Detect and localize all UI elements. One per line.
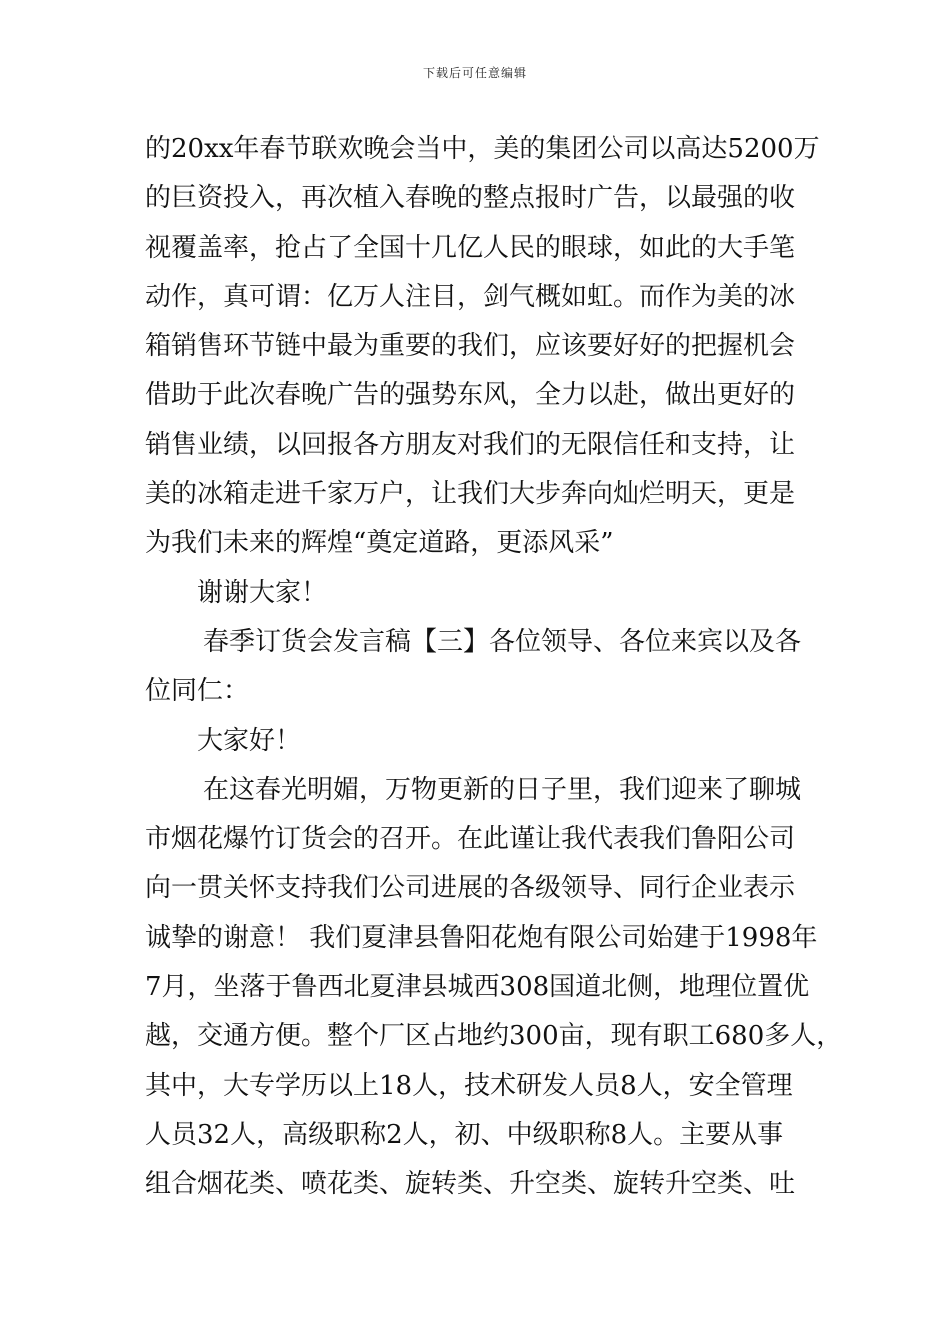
text-line: 人员32人，高级职称2人，初、中级职称8人。主要从事 bbox=[145, 1119, 784, 1150]
text-line: 箱销售环节链中最为重要的我们，应该要好好的把握机会 bbox=[145, 331, 796, 362]
text-line: 位同仁： bbox=[145, 676, 250, 707]
text-line: 美的冰箱走进千家万户，让我们大步奔向灿烂明天，更是 bbox=[145, 479, 796, 510]
text-line: 的巨资投入，再次植入春晚的整点报时广告，以最强的收 bbox=[145, 183, 796, 214]
section-heading: 春季订货会发言稿【三】各位领导、各位来宾以及各 bbox=[203, 626, 802, 657]
text-line: 为我们未来的辉煌“奠定道路，更添风采” bbox=[145, 528, 614, 559]
text-line: 市烟花爆竹订货会的召开。在此谨让我代表我们鲁阳公司 bbox=[145, 824, 796, 855]
text-line: 动作，真可谓：亿万人注目，剑气概如虹。而作为美的冰 bbox=[145, 281, 796, 312]
document-body bbox=[145, 125, 843, 1210]
text-line: 的20xx年春节联欢晚会当中，美的集团公司以高达5200万 bbox=[145, 134, 820, 164]
text-line: 视覆盖率，抢占了全国十几亿人民的眼球，如此的大手笔 bbox=[145, 232, 796, 263]
paragraph-greeting: 大家好！ bbox=[197, 725, 302, 756]
paragraph-thanks: 谢谢大家！ bbox=[197, 577, 328, 608]
page-header: 下载后可任意编辑 bbox=[422, 66, 527, 80]
text-line: 借助于此次春晚广告的强势东风，全力以赴，做出更好的 bbox=[145, 380, 796, 411]
text-line: 诚挚的谢意！ 我们夏津县鲁阳花炮有限公司始建于1998年 bbox=[145, 922, 818, 953]
text-line: 7月，坐落于鲁西北夏津县城西308国道北侧，地理位置优 bbox=[145, 972, 810, 1003]
text-line: 越，交通方便。整个厂区占地约300亩，现有职工680多人， bbox=[145, 1021, 843, 1052]
text-line: 其中，大专学历以上18人，技术研发人员8人，安全管理 bbox=[145, 1070, 793, 1101]
text-line: 销售业绩，以回报各方朋友对我们的无限信任和支持，让 bbox=[145, 429, 796, 460]
text-line: 向一贯关怀支持我们公司进展的各级领导、同行企业表示 bbox=[145, 873, 796, 904]
text-line: 组合烟花类、喷花类、旋转类、升空类、旋转升空类、吐 bbox=[145, 1169, 796, 1200]
paragraph-start: 在这春光明媚，万物更新的日子里，我们迎来了聊城 bbox=[203, 774, 802, 805]
